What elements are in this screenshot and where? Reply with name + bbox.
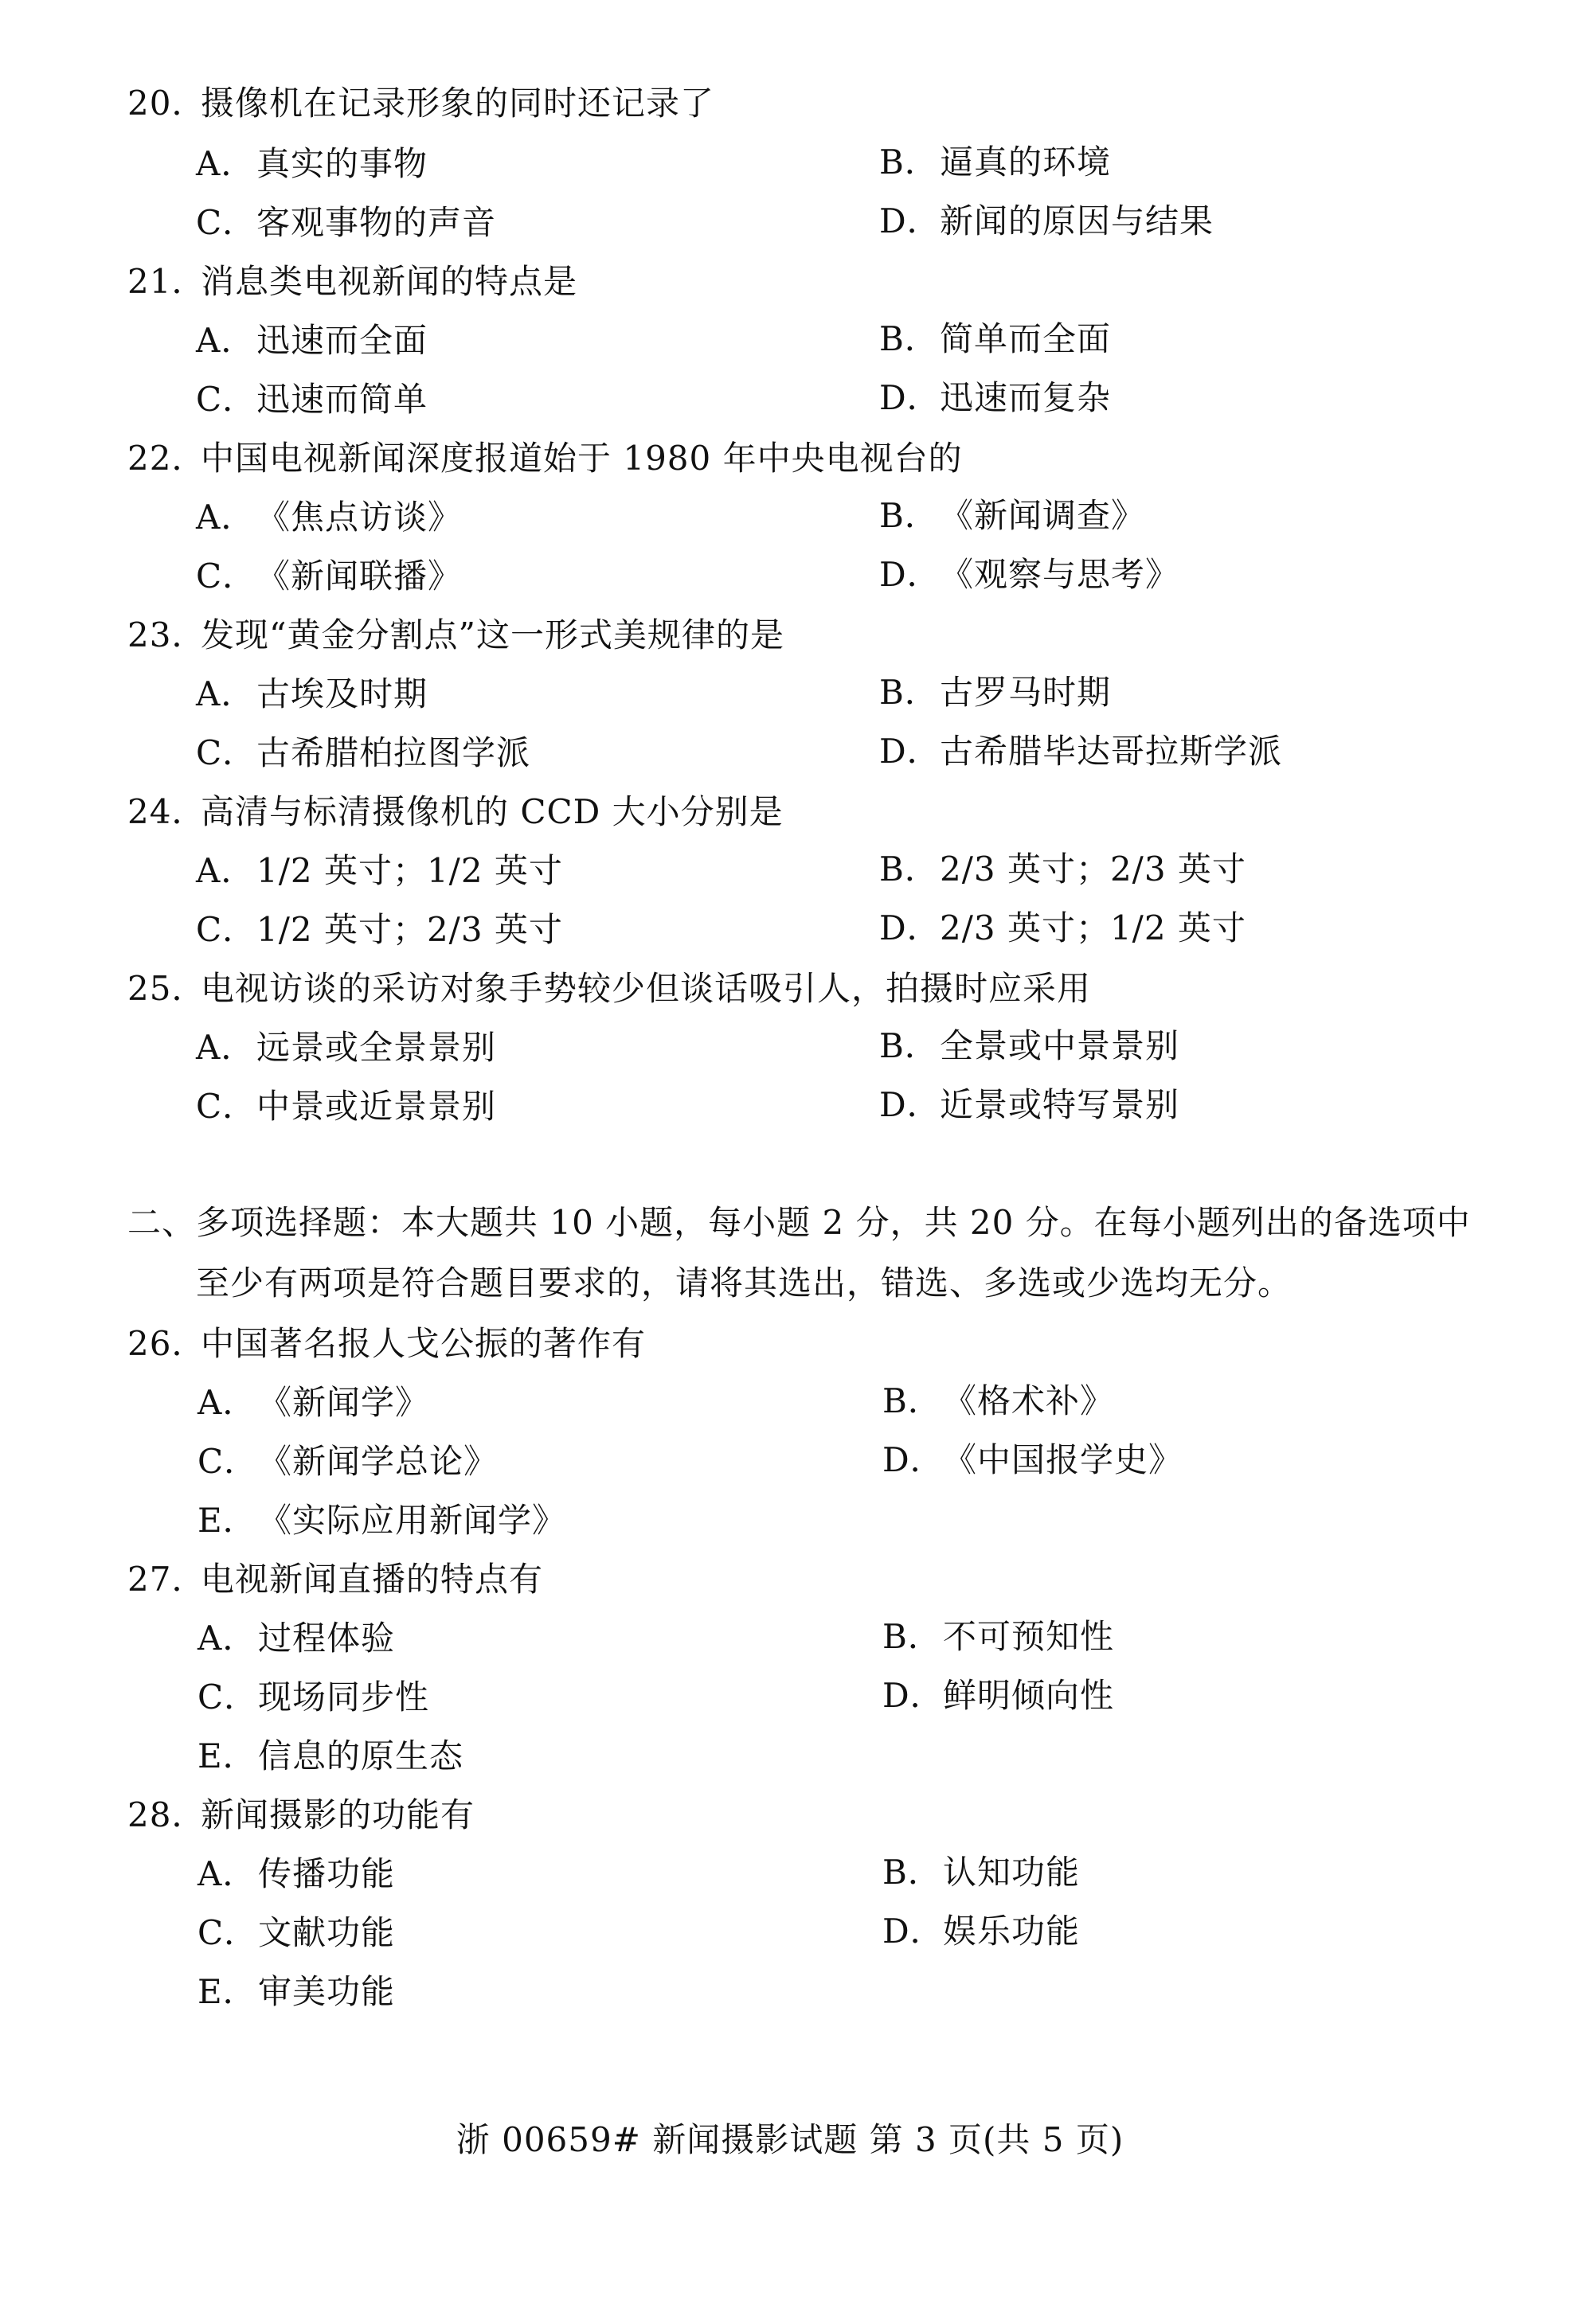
option-a xyxy=(198,1616,395,1661)
option-text: 古希腊毕达哥拉斯学派 xyxy=(940,732,1283,771)
question-number: 22． xyxy=(127,439,206,478)
option-b xyxy=(879,847,1246,892)
option-text: 新闻的原因与结果 xyxy=(940,201,1214,240)
option-text: 古希腊柏拉图学派 xyxy=(256,733,531,772)
question-26 xyxy=(127,1322,646,1366)
option-label: D． xyxy=(879,908,941,947)
option-text: 《新闻学总论》 xyxy=(258,1442,499,1481)
option-text: 古埃及时期 xyxy=(256,674,428,713)
option-text: 认知功能 xyxy=(943,1853,1081,1892)
option-label: D． xyxy=(879,378,941,417)
option-text: 《新闻联播》 xyxy=(256,557,463,596)
question-text: 中国著名报人戈公振的著作有 xyxy=(201,1324,647,1363)
question-number: 28． xyxy=(127,1795,206,1834)
option-label: C． xyxy=(196,203,257,242)
option-label: B． xyxy=(882,1853,942,1892)
option-a xyxy=(196,142,428,186)
section-heading xyxy=(127,1201,1471,1245)
option-label: E． xyxy=(198,1972,257,2011)
option-label: A． xyxy=(196,144,256,183)
option-b xyxy=(882,1850,1080,1895)
option-b xyxy=(879,494,1145,538)
option-d xyxy=(879,1083,1179,1127)
option-label: B． xyxy=(879,143,939,182)
option-label: B． xyxy=(882,1617,942,1656)
option-label: A． xyxy=(196,851,256,890)
option-label: B． xyxy=(879,1026,939,1065)
page-footer: 浙 00659# 新闻摄影试题 第 3 页(共 5 页) xyxy=(456,2120,1124,2159)
option-label: D． xyxy=(879,201,941,240)
option-b xyxy=(879,1024,1179,1068)
option-label: C． xyxy=(198,1678,259,1717)
option-text: 古罗马时期 xyxy=(940,673,1112,712)
option-text: 1/2 英寸；1/2 英寸 xyxy=(256,851,563,890)
option-a xyxy=(196,318,428,363)
option-label: B． xyxy=(879,850,939,889)
option-label: C． xyxy=(196,910,257,949)
option-a xyxy=(196,849,563,893)
option-c xyxy=(198,1439,498,1484)
question-text: 电视新闻直播的特点有 xyxy=(201,1560,544,1599)
option-text: 《新闻学》 xyxy=(258,1383,430,1422)
option-c xyxy=(198,1675,429,1720)
option-text: 娱乐功能 xyxy=(943,1912,1081,1951)
option-label: C． xyxy=(196,380,257,419)
option-label: D． xyxy=(882,1676,944,1715)
question-20 xyxy=(127,81,714,126)
question-28 xyxy=(127,1793,475,1838)
option-c xyxy=(196,201,496,245)
option-text: 《格术补》 xyxy=(943,1381,1115,1420)
option-a xyxy=(196,1025,496,1070)
option-b xyxy=(879,317,1111,361)
option-a xyxy=(198,1852,395,1896)
option-a xyxy=(196,495,462,540)
option-text: 迅速而复杂 xyxy=(940,378,1112,417)
option-text: 全景或中景景别 xyxy=(940,1026,1180,1065)
question-23 xyxy=(127,613,784,658)
option-text: 客观事物的声音 xyxy=(256,203,497,242)
option-label: D． xyxy=(879,555,941,594)
option-text: 逼真的环境 xyxy=(940,143,1112,182)
option-label: A． xyxy=(196,498,256,537)
option-label: A． xyxy=(196,674,256,713)
option-d xyxy=(882,1674,1114,1718)
option-b xyxy=(882,1379,1114,1424)
option-c xyxy=(196,377,428,422)
question-text: 消息类电视新闻的特点是 xyxy=(201,262,578,301)
option-c xyxy=(198,1911,395,1955)
option-text: 《新闻调查》 xyxy=(940,496,1146,535)
section-number: 二、 xyxy=(127,1203,197,1242)
option-text: 《实际应用新闻学》 xyxy=(258,1501,567,1540)
option-text: 《中国报学史》 xyxy=(943,1440,1183,1479)
option-d xyxy=(879,906,1246,951)
question-number: 27． xyxy=(127,1560,206,1599)
option-text: 简单而全面 xyxy=(940,319,1112,358)
question-number: 21． xyxy=(127,262,206,301)
option-label: A． xyxy=(198,1619,257,1658)
option-label: A． xyxy=(196,1028,256,1067)
option-text: 1/2 英寸；2/3 英寸 xyxy=(256,910,563,949)
option-text: 远景或全景景别 xyxy=(256,1028,497,1067)
option-d xyxy=(882,1438,1183,1482)
option-d xyxy=(882,1909,1080,1954)
question-text: 发现“黄金分割点”这一形式美规律的是 xyxy=(201,615,784,654)
option-label: C． xyxy=(198,1913,259,1952)
option-c xyxy=(196,1084,496,1129)
option-c xyxy=(196,554,462,599)
option-b xyxy=(879,670,1111,715)
option-text: 2/3 英寸；2/3 英寸 xyxy=(940,850,1246,889)
option-b xyxy=(882,1615,1114,1659)
option-a xyxy=(198,1381,429,1425)
option-label: B． xyxy=(879,496,939,535)
option-text: 不可预知性 xyxy=(943,1617,1115,1656)
option-label: A． xyxy=(198,1854,257,1893)
option-text: 传播功能 xyxy=(258,1854,396,1893)
question-text: 高清与标清摄像机的 CCD 大小分别是 xyxy=(201,792,784,831)
option-text: 2/3 英寸；1/2 英寸 xyxy=(940,908,1246,947)
option-label: B． xyxy=(879,319,939,358)
option-text: 过程体验 xyxy=(258,1619,396,1658)
option-label: E． xyxy=(198,1501,257,1540)
option-d xyxy=(879,729,1282,774)
option-text: 中景或近景景别 xyxy=(256,1087,497,1126)
option-e xyxy=(198,1498,566,1543)
option-text: 信息的原生态 xyxy=(258,1736,464,1775)
section-instruction-line2: 至少有两项是符合题目要求的，请将其选出，错选、多选或少选均无分。 xyxy=(196,1264,1293,1303)
option-label: C． xyxy=(196,557,257,596)
option-a xyxy=(196,672,428,717)
option-d xyxy=(879,553,1179,597)
option-label: B． xyxy=(882,1381,942,1420)
question-24 xyxy=(127,790,784,834)
option-text: 文献功能 xyxy=(258,1913,396,1952)
option-label: D． xyxy=(879,732,941,771)
option-text: 迅速而简单 xyxy=(256,380,428,419)
question-27 xyxy=(127,1557,543,1602)
section-instruction-line1: 多项选择题：本大题共 10 小题，每小题 2 分，共 20 分。在每小题列出的备选项中 xyxy=(196,1203,1471,1242)
option-label: C． xyxy=(198,1442,259,1481)
option-label: B． xyxy=(879,673,939,712)
option-label: C． xyxy=(196,733,257,772)
option-text: 《观察与思考》 xyxy=(940,555,1180,594)
question-number: 20． xyxy=(127,84,206,123)
option-label: D． xyxy=(882,1440,944,1479)
option-label: D． xyxy=(882,1912,944,1951)
question-22 xyxy=(127,436,963,481)
question-number: 23． xyxy=(127,615,206,654)
question-text: 新闻摄影的功能有 xyxy=(201,1795,475,1834)
option-c xyxy=(196,908,563,952)
option-e xyxy=(198,1970,395,2014)
option-text: 迅速而全面 xyxy=(256,321,428,360)
option-c xyxy=(196,731,530,775)
option-text: 现场同步性 xyxy=(258,1678,430,1717)
option-label: A． xyxy=(196,321,256,360)
option-label: A． xyxy=(198,1383,257,1422)
option-text: 审美功能 xyxy=(258,1972,396,2011)
question-text: 电视访谈的采访对象手势较少但谈话吸引人，拍摄时应采用 xyxy=(201,969,1092,1008)
option-text: 《焦点访谈》 xyxy=(256,498,463,537)
option-label: E． xyxy=(198,1736,257,1775)
question-21 xyxy=(127,260,577,304)
option-label: C． xyxy=(196,1087,257,1126)
question-number: 26． xyxy=(127,1324,206,1363)
option-text: 近景或特写景别 xyxy=(940,1085,1180,1124)
question-text: 中国电视新闻深度报道始于 1980 年中央电视台的 xyxy=(201,439,963,478)
question-25 xyxy=(127,967,1091,1011)
option-text: 鲜明倾向性 xyxy=(943,1676,1115,1715)
option-b xyxy=(879,140,1111,185)
option-d xyxy=(879,376,1111,420)
option-e xyxy=(198,1734,463,1779)
question-text: 摄像机在记录形象的同时还记录了 xyxy=(201,84,715,123)
question-number: 24． xyxy=(127,792,206,831)
question-number: 25． xyxy=(127,969,206,1008)
option-label: D． xyxy=(879,1085,941,1124)
option-text: 真实的事物 xyxy=(256,144,428,183)
option-d xyxy=(879,199,1214,244)
